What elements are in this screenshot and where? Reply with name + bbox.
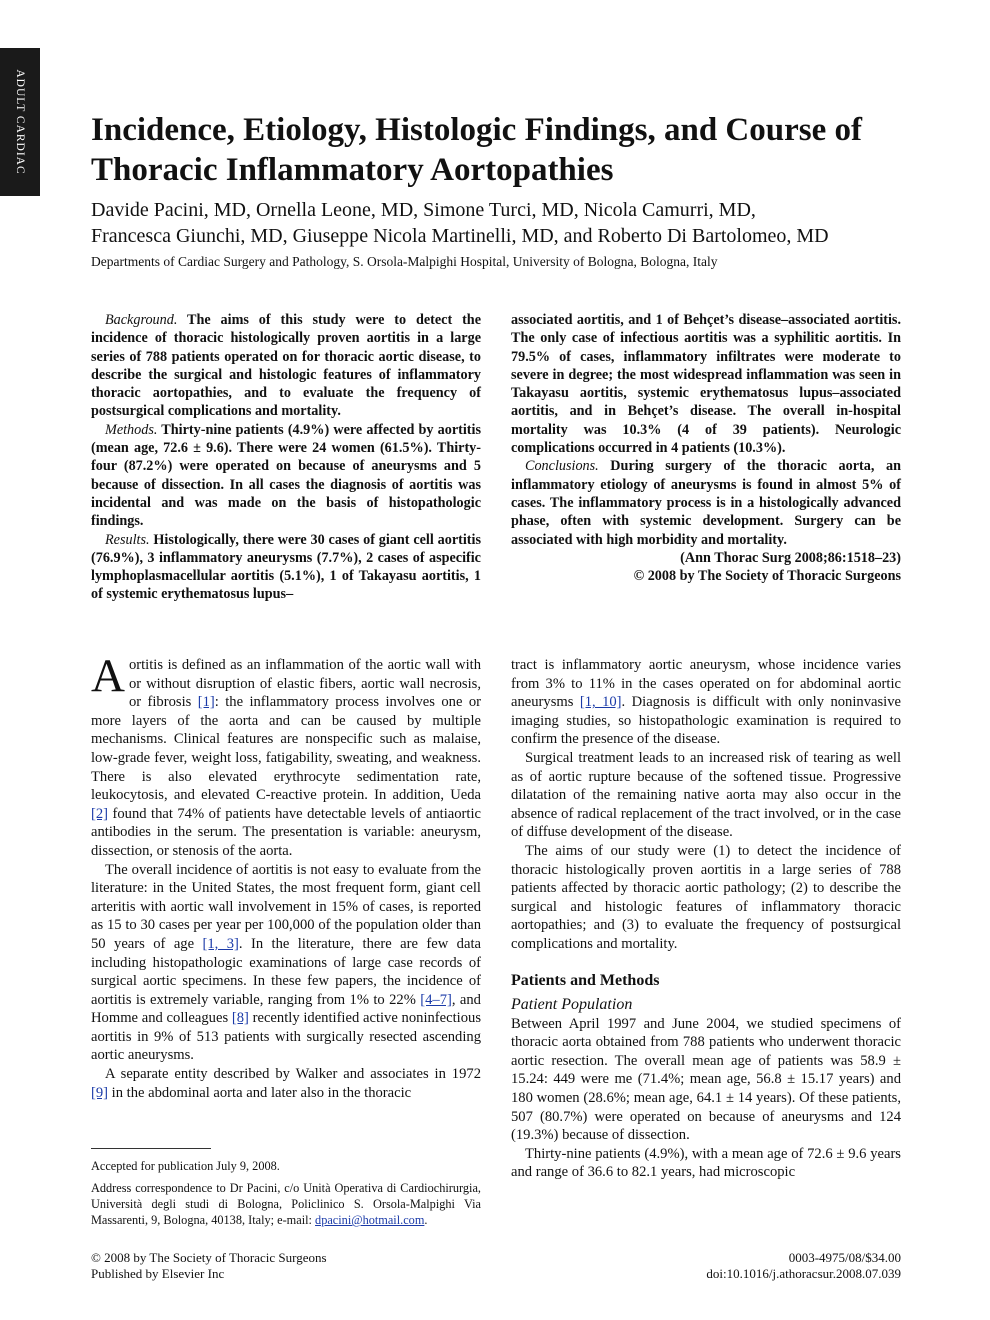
abstract-background: Background. The aims of this study were to detect the incidence of thoracic histologically proven aortitis in a large series of 788 patients operated on for thoracic aortic disease, to describe the surgical and histologic features of inflammatory thoracic aortopathies, and to evaluate the frequency of postsurgical complications and mortality. xyxy=(91,312,481,420)
email-link[interactable]: dpacini@hotmail.com xyxy=(315,1213,425,1227)
abstract-copyright: © 2008 by The Society of Thoracic Surgeons xyxy=(633,568,901,585)
reference-link[interactable]: [8] xyxy=(231,1010,249,1027)
abstract-results: Results. Histologically, there were 30 cases of giant cell aortitis (76.9%), 3 inflammatory aneurysms (7.7%), 2 cases of aspecific lymphoplasmacellular aortitis (5.1%), 1 of Takayasu aortitis, 1 of systemic erythematosus lupus– xyxy=(91,531,481,603)
subsection-heading: Patient Population xyxy=(511,996,633,1014)
body-paragraph-4: tract is inflammatory aortic aneurysm, whose incidence varies from 3% to 11% in the cases operated on for abdominal aortic aneurysms [1, 10]. Diagnosis is difficult with only noninvasive imaging studies, so histopathologic examination is required to confirm the presence of the disease. xyxy=(511,657,901,748)
body-paragraph-7: Between April 1997 and June 2004, we studied specimens of thoracic aorta obtained from 788 patients who underwent thoracic aortic resection. The overall mean age of patients was 58.9 ± 15.24: 449 were me (71.4%; mean age, 56.8 ± 15.17 years) and 180 women (28.6%; mean age, 64.1 ± 14 years). Of these patients, 507 (80.7%) were operated on because of aneurysms and 124 (19.3%) because of dissection. xyxy=(511,1015,901,1144)
results-label: Results. xyxy=(105,531,150,548)
reference-link[interactable]: [1] xyxy=(197,694,215,711)
reference-link[interactable]: [4–7] xyxy=(420,991,452,1008)
abstract-methods: Methods. Thirty-nine patients (4.9%) were affected by aortitis (mean age, 72.6 ± 9.6). There were 24 women (61.5%). Thirty-four (87.2%) were operated on because of aneurysms and 5 because of dissection. In all cases the diagnosis of aortitis was incidental and was made on the basis of histopathologic findings. xyxy=(91,421,481,530)
reference-link[interactable]: [2] xyxy=(91,805,109,822)
affiliation: Departments of Cardiac Surgery and Pathology, S. Orsola-Malpighi Hospital, University of Bologna, Bologna, Italy xyxy=(91,254,718,269)
conclusions-label: Conclusions. xyxy=(525,458,599,475)
footer-right xyxy=(706,1250,901,1282)
section-side-tab xyxy=(0,48,40,196)
body-paragraph-2: The overall incidence of aortitis is not easy to evaluate from the literature: in the United States, the most frequent form, giant cell arteritis with aortic wall involvement in 15% of cases, is reported as 15 to 30 cases per year per 100,000 of the population older than 50 years of age [1, 3]. In the literature, there are few data including histopathologic examinations of large case records of surgical aortic specimens. In these few papers, the incidence of aortitis is extremely variable, ranging from 1% to 22% [4–7], and Homme and colleagues [8] recently identified active noninfectious aortitis in 9% of 513 patients with surgically resected ascending aortic aneurysms. xyxy=(91,861,481,1064)
side-tab-label: ADULT CARDIAC xyxy=(14,69,26,175)
author-line-2: Francesca Giunchi, MD, Giuseppe Nicola Martinelli, MD, and Roberto Di Bartolomeo, MD xyxy=(91,225,829,247)
section-heading: Patients and Methods xyxy=(511,971,660,989)
body-right-column xyxy=(511,656,901,1182)
methods-label: Methods. xyxy=(105,421,158,438)
author-line-1: Davide Pacini, MD, Ornella Leone, MD, Simone Turci, MD, Nicola Camurri, MD, xyxy=(91,199,756,221)
footnote-divider xyxy=(91,1148,211,1149)
body-paragraph-6: The aims of our study were (1) to detect the incidence of thoracic histologically proven aortitis in a large series of 788 patients affected by thoracic aortic pathology; (2) to describe the surgical and histologic features of inflammatory thoracic aortopathies; and (3) to evaluate the frequency of postsurgical complications and mortality. xyxy=(511,842,901,952)
author-list xyxy=(91,197,911,249)
drop-cap: A xyxy=(91,650,125,702)
reference-link[interactable]: [1, 3] xyxy=(202,935,239,952)
body-paragraph-5: Surgical treatment leads to an increased risk of tearing as well as of aortic rupture because of the softened tissue. Progressive dilatation of the remaining native aorta may also occur in the absence of radical replacement of the tract involved, or in the case of diffuse development of the disease. xyxy=(511,749,901,841)
footnote-address: Address correspondence to Dr Pacini, c/o Unità Operativa di Cardiochirurgia, Università degli studi di Bologna, Policlinico S. Orsola-Malpighi Via Massarenti, 9, Bologna, 40138, Italy; e-mail: dpacini@hotmail.com. xyxy=(91,1181,481,1227)
abstract-left-column xyxy=(91,311,481,604)
journal-citation: (Ann Thorac Surg 2008;86:1518–23) xyxy=(680,549,901,566)
article-title: Incidence, Etiology, Histologic Findings, and Course of Thoracic Inflammatory Aortopathies xyxy=(91,112,862,188)
footnote-accepted: Accepted for publication July 9, 2008. xyxy=(91,1159,280,1173)
abstract-results-continued: associated aortitis, and 1 of Behçet’s disease–associated aortitis. The only case of infectious aortitis was a syphilitic aortitis. In 79.5% of cases, inflammatory infiltrates were moderate to severe in degree; the most widespread inflammation was seen in Takayasu aortitis, systemic erythematosus lupus–associated aortitis, and in Behçet’s disease. The overall in-hospital mortality was 10.3% (4 of 39 patients). Neurologic complications occurred in 4 patients (10.3%). xyxy=(511,312,901,457)
footer-issn-price: 0003-4975/08/$34.00 xyxy=(788,1250,901,1265)
body-left-column xyxy=(91,650,481,1102)
abstract-right-column xyxy=(511,311,901,585)
footer-left xyxy=(91,1250,327,1282)
body-paragraph-1: Aortitis is defined as an inflammation of the aortic wall with or without disruption of elastic fibers, aortic wall necrosis, or fibrosis [1]: the inflammatory process involves one or more layers of the aorta and can be caused by multiple mechanisms. Clinical features are nonspecific such as malaise, low-grade fever, weight loss, fatigability, sweating, and weakness. There is also elevated erythrocyte sedimentation rate, leukocytosis, and elevated C-reactive protein. In addition, Ueda [2] found that 74% of patients have detectable levels of antiaortic antibodies in the serum. The presentation is variable: aneurysm, dissection, or stenosis of the aorta. xyxy=(91,650,481,859)
abstract-conclusions: Conclusions. During surgery of the thoracic aorta, an inflammatory etiology of aneurysms is found in almost 5% of cases. The inflammatory process is in a histologically advanced phase, often with systemic development. Surgery can be associated with high morbidity and mortality. xyxy=(511,458,901,548)
body-paragraph-3: A separate entity described by Walker and associates in 1972 [9] in the abdominal aorta and later also in the thoracic xyxy=(91,1066,481,1101)
reference-link[interactable]: [9] xyxy=(91,1084,109,1101)
background-label: Background. xyxy=(105,312,178,328)
footer-copyright: © 2008 by The Society of Thoracic Surgeons xyxy=(91,1250,327,1265)
footer-publisher: Published by Elsevier Inc xyxy=(91,1266,225,1281)
body-paragraph-8: Thirty-nine patients (4.9%), with a mean age of 72.6 ± 9.6 years and range of 36.6 to 82.1 years, had microscopic xyxy=(511,1145,901,1181)
reference-link[interactable]: [1, 10] xyxy=(579,694,622,711)
footer-doi: doi:10.1016/j.athoracsur.2008.07.039 xyxy=(706,1266,901,1281)
